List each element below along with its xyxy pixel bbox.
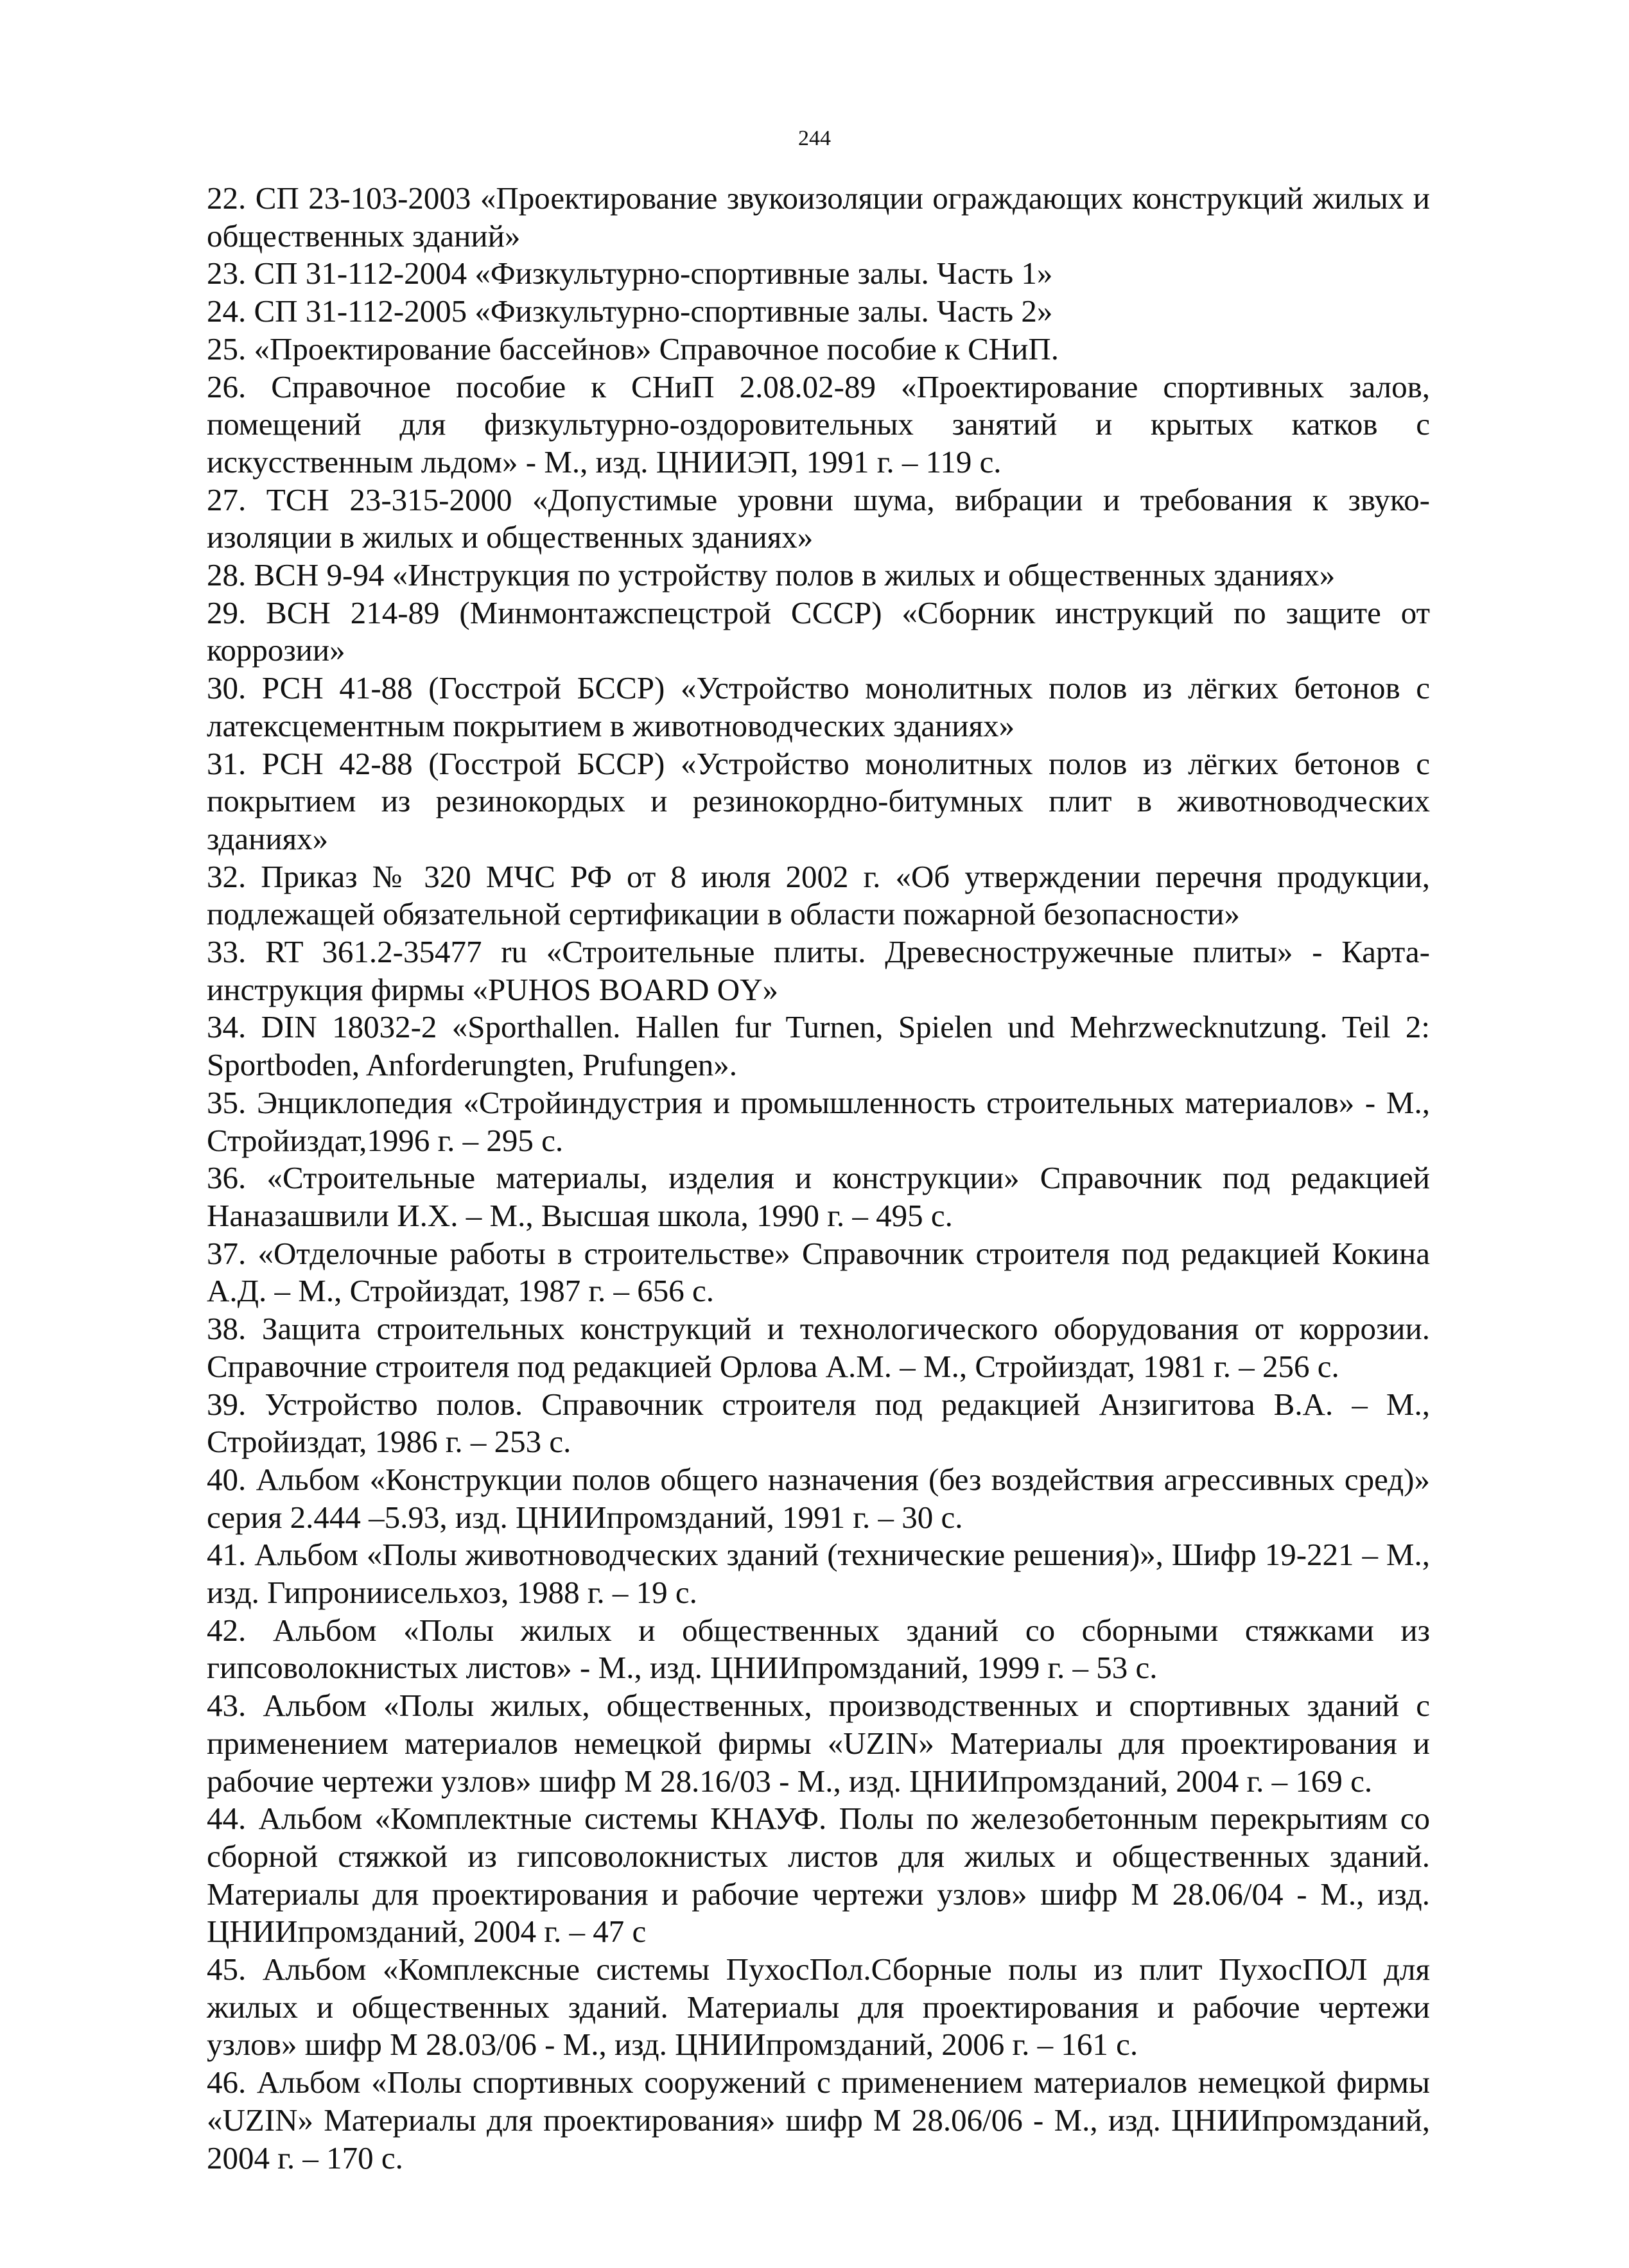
reference-item: 28. ВСН 9-94 «Инструкция по устройству полов в жилых и общественных зданиях»	[207, 557, 1336, 593]
reference-item: 32. Приказ № 320 МЧС РФ от 8 июля 2002 г. «Об утверждении перечня продукции, подлежащей обязательной сертификации в области пожарной безопасности»	[207, 858, 1430, 932]
reference-item: 24. СП 31-112-2005 «Физкультурно-спортивные залы. Часть 2»	[207, 293, 1053, 329]
reference-item: 35. Энциклопедия «Стройиндустрия и промышленность строительных материалов» - М., Стройиздат,1996 г. – 295 с.	[207, 1084, 1430, 1158]
reference-item: 29. ВСН 214-89 (Минмонтажспецстрой СССР) «Сборник инструкций по защите от коррозии»	[207, 594, 1430, 668]
reference-item: 42. Альбом «Полы жилых и общественных зданий со сборными стяжками из гипсоволокнистых листов» - М., изд. ЦНИИпромзданий, 1999 г. – 53 с.	[207, 1612, 1430, 1686]
reference-item: 26. Справочное пособие к СНиП 2.08.02-89 «Проектирование спортивных залов, помещений для физкультурно-оздоровительных занятий и крытых катков с искусственным льдом» - М., изд. ЦНИИЭП, 1991 г. – 119 с.	[207, 368, 1430, 480]
reference-item: 37. «Отделочные работы в строительстве» Справочник строителя под редакцией Кокина А.Д. – М., Стройиздат, 1987 г. – 656 с.	[207, 1235, 1430, 1309]
reference-item: 34. DIN 18032-2 «Sporthallen. Hallen fur Turnen, Spielen und Mehrzwecknutzung. Teil 2: Sportboden, Anforderungten, Prufungen».	[207, 1009, 1430, 1083]
reference-item: 22. СП 23-103-2003 «Проектирование звукоизоляции ограждающих конструкций жилых и общественных зданий»	[207, 180, 1430, 254]
reference-item: 31. РСН 42-88 (Госстрой БССР) «Устройство монолитных полов из лёгких бетонов с покрытием из резинокордых и резинокордно-битумных плит в животноводческих зданиях»	[207, 745, 1430, 856]
reference-item: 27. ТСН 23-315-2000 «Допустимые уровни шума, вибрации и требования к звуко-изоляции в жилых и общественных зданиях»	[207, 481, 1430, 555]
reference-item: 30. РСН 41-88 (Госстрой БССР) «Устройство монолитных полов из лёгких бетонов с латексцементным покрытием в животноводческих зданиях»	[207, 670, 1430, 743]
reference-item: 39. Устройство полов. Справочник строителя под редакцией Анзигитова В.А. – М., Стройиздат, 1986 г. – 253 с.	[207, 1386, 1430, 1460]
reference-item: 23. СП 31-112-2004 «Физкультурно-спортивные залы. Часть 1»	[207, 255, 1053, 291]
reference-list	[207, 180, 1430, 2177]
reference-item: 46. Альбом «Полы спортивных сооружений с применением материалов немецкой фирмы «UZIN» Материалы для проектирования» шифр М 28.06/06 - М., изд. ЦНИИпромзданий, 2004 г. – 170 с.	[207, 2065, 1430, 2176]
page-number: 244	[798, 126, 831, 150]
reference-item: 36. «Строительные материалы, изделия и конструкции» Справочник под редакцией Наназашвили И.Х. – М., Высшая школа, 1990 г. – 495 с.	[207, 1160, 1430, 1233]
reference-item: 43. Альбом «Полы жилых, общественных, производственных и спортивных зданий с применением материалов немецкой фирмы «UZIN» Материалы для проектирования и рабочие чертежи узлов» шифр М 28.16/03 - М., изд. ЦНИИпромзданий, 2004 г. – 169 с.	[207, 1688, 1430, 1799]
reference-item: 25. «Проектирование бассейнов» Справочное пособие к СНиП.	[207, 331, 1059, 367]
reference-item: 45. Альбом «Комплексные системы ПухосПол.Сборные полы из плит ПухосПОЛ для жилых и общественных зданий. Материалы для проектирования и рабочие чертежи узлов» шифр М 28.03/06 - М., изд. ЦНИИпромзданий, 2006 г. – 161 с.	[207, 1952, 1430, 2063]
reference-item: 40. Альбом «Конструкции полов общего назначения (без воздействия агрессивных сред)» серия 2.444 –5.93, изд. ЦНИИпромзданий, 1991 г. – 30 с.	[207, 1461, 1430, 1535]
reference-item: 44. Альбом «Комплектные системы КНАУФ. Полы по железобетонным перекрытиям со сборной стяжкой из гипсоволокнистых листов для жилых и общественных зданий. Материалы для проектирования и рабочие чертежи узлов» шифр М 28.06/04 - М., изд. ЦНИИпромзданий, 2004 г. – 47 с	[207, 1801, 1430, 1950]
reference-item: 38. Защита строительных конструкций и технологического оборудования от коррозии. Справочние строителя под редакцией Орлова А.М. – М., Стройиздат, 1981 г. – 256 с.	[207, 1311, 1430, 1384]
reference-item: 41. Альбом «Полы животноводческих зданий (технические решения)», Шифр 19-221 – М., изд. Гипрониисельхоз, 1988 г. – 19 с.	[207, 1537, 1430, 1611]
reference-item: 33. RT 361.2-35477 ru «Строительные плиты. Древесностружечные плиты» - Карта-инструкция фирмы «PUHOS BOARD OY»	[207, 934, 1430, 1007]
